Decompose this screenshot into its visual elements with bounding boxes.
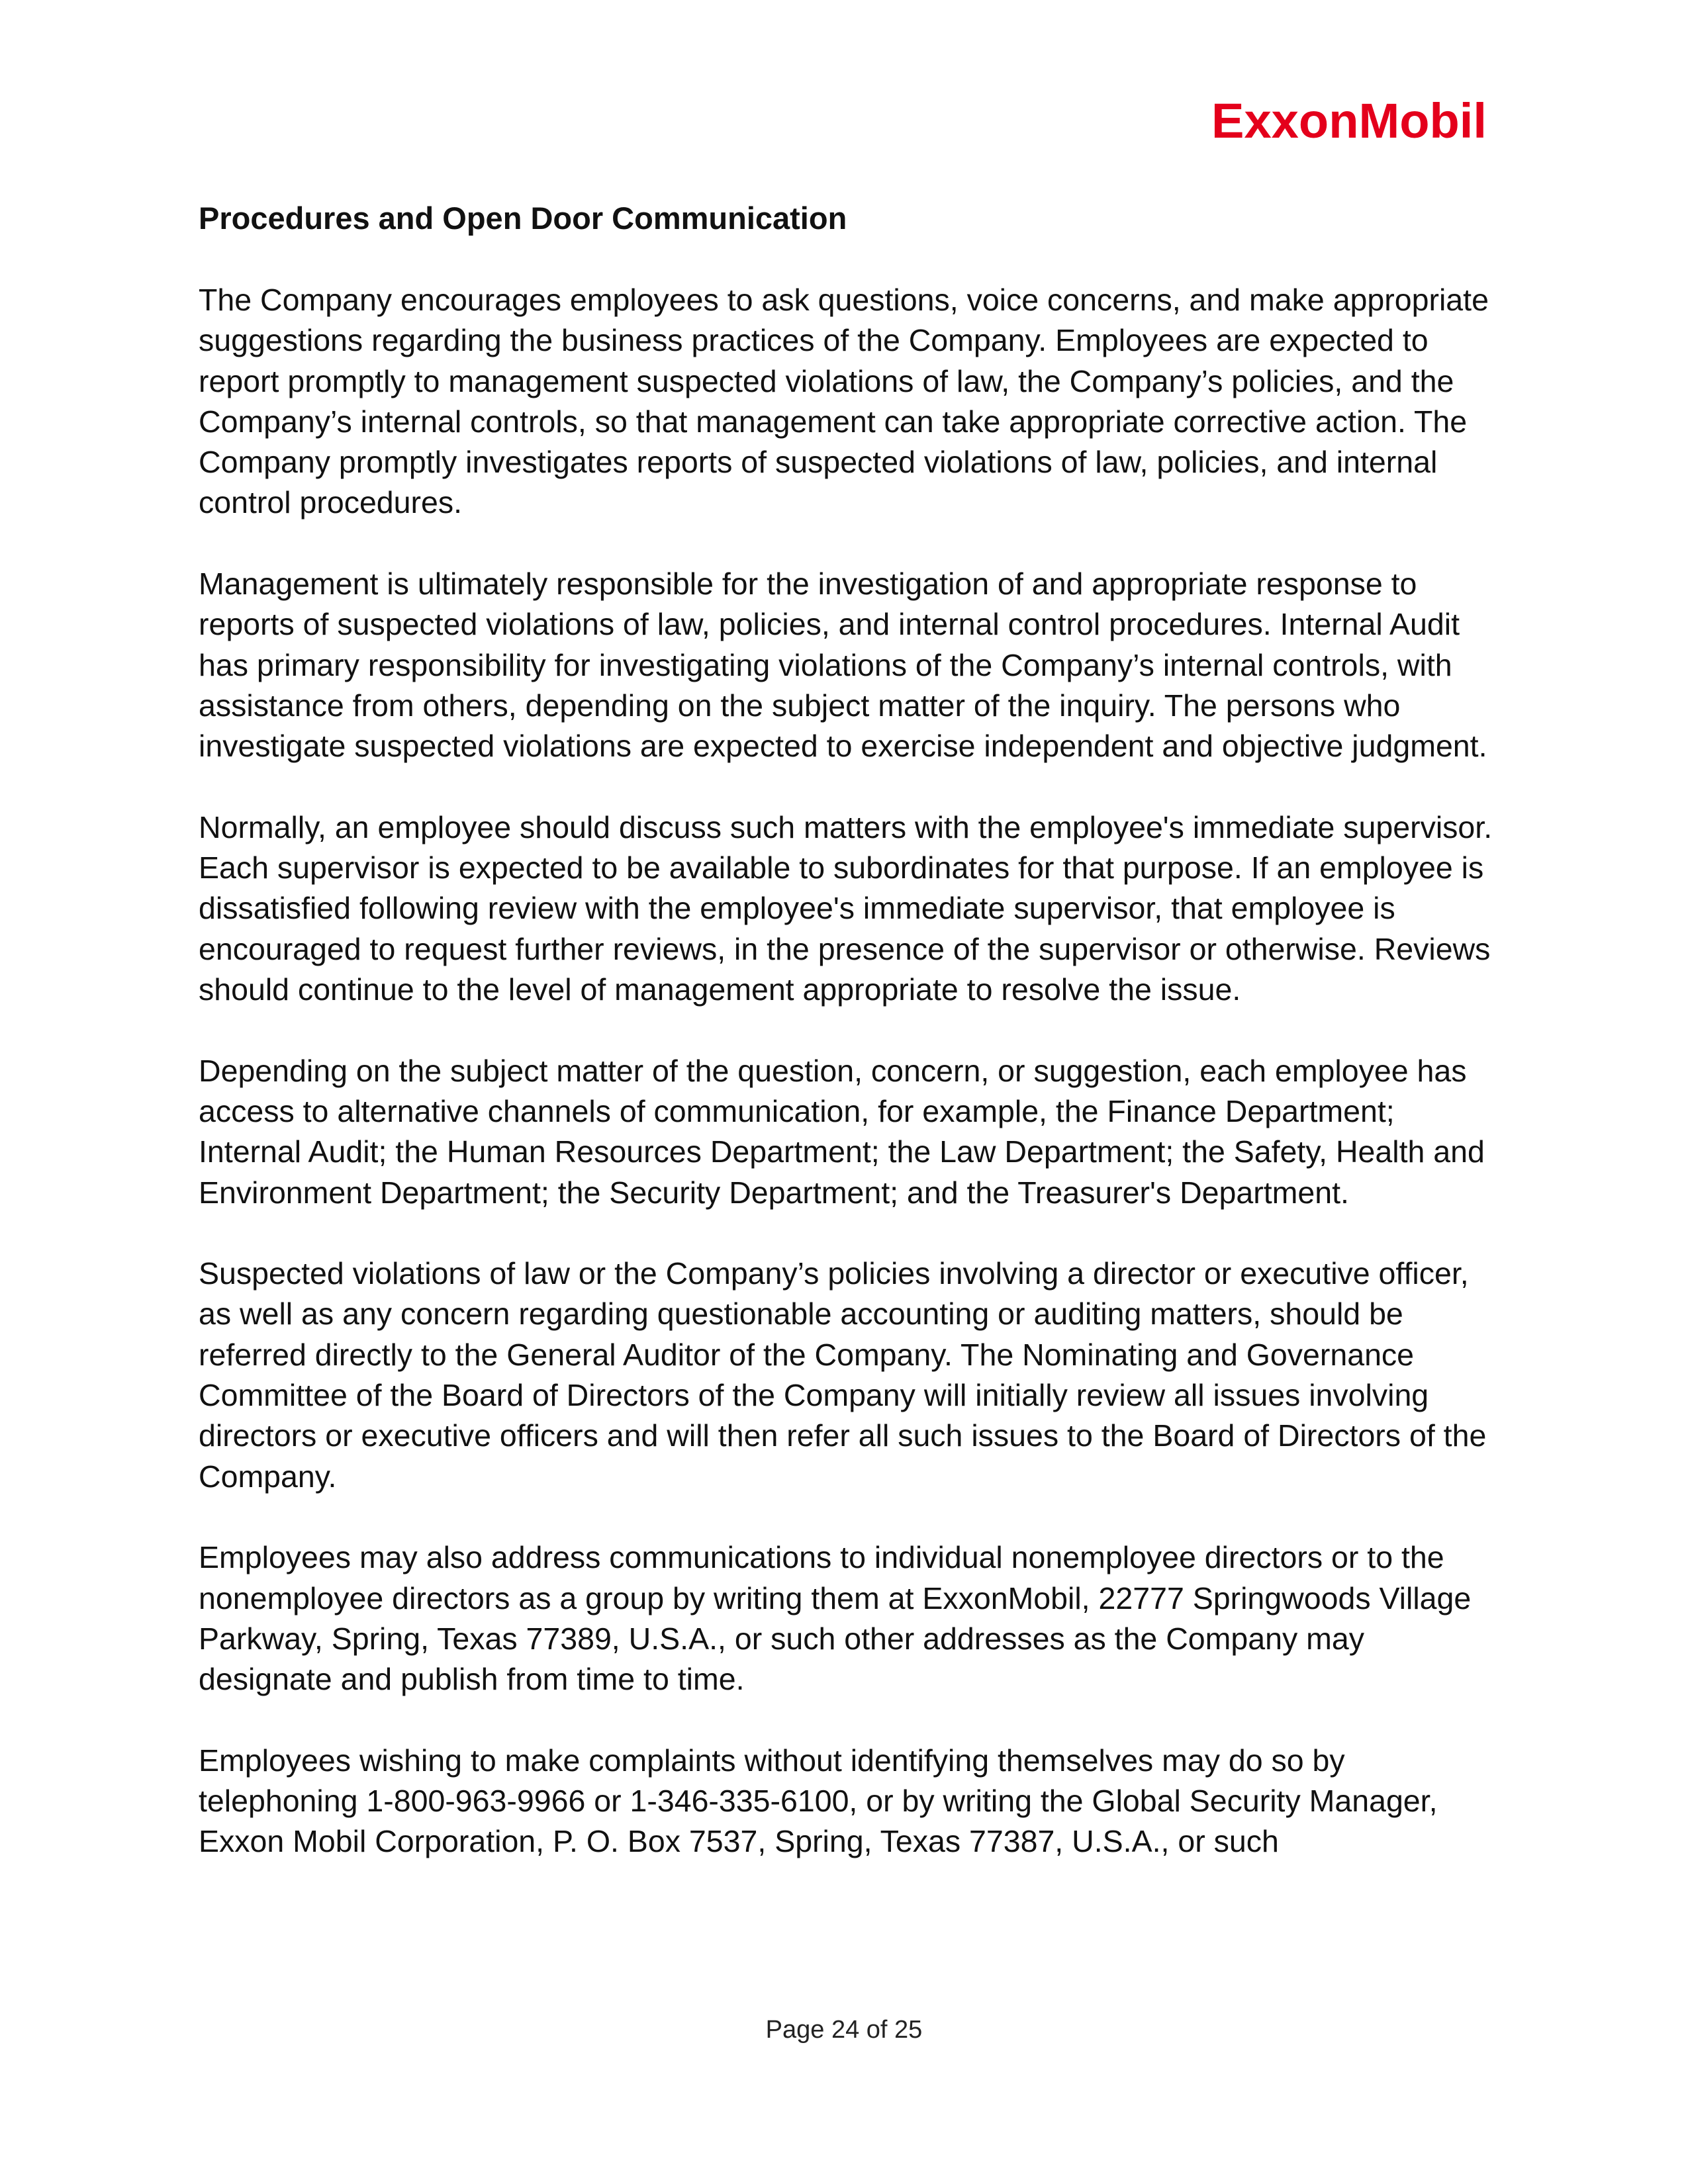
page-number: Page 24 of 25 (765, 2016, 923, 2044)
paragraph: Depending on the subject matter of the question, concern, or suggestion, each employee has access to alternative channels of communication, for example, the Finance Department; Internal Audit; the Human Resources Department; the Law Department; the Safety, Health and Environment Department; the Security Department; and the Treasurer's Department. (199, 1053, 1485, 1210)
svg-text:ExxonMobil: ExxonMobil (1211, 93, 1487, 148)
paragraph: Employees may also address communications to individual nonemployee directors or to the nonemployee directors as a group by writing them at ExxonMobil, 22777 Springwoods Village Parkway, Spring, Texas 77389, U.S.A., or such other addresses as the Company may designate and publish from time to time. (199, 1540, 1472, 1697)
document-body (199, 197, 1496, 1903)
paragraph: Normally, an employee should discuss such matters with the employee's immediate supervisor. Each supervisor is expected to be available to subordinates for that purpose. If an employee is dissatisfied following review with the employee's immediate supervisor, that employee is encouraged to request further reviews, in the presence of the supervisor or otherwise. Reviews should continue to the level of management appropriate to resolve the issue. (199, 809, 1493, 1007)
paragraph: Suspected violations of law or the Company’s policies involving a director or executive officer, as well as any concern regarding questionable accounting or auditing matters, should be referred directly to the General Auditor of the Company. The Nominating and Governance Committee of the Board of Directors of the Company will initially review all issues involving directors or executive officers and will then refer all such issues to the Board of Directors of the Company. (199, 1256, 1487, 1494)
paragraph: Management is ultimately responsible for the investigation of and appropriate response to reports of suspected violations of law, policies, and internal control procedures. Internal Audit has primary responsibility for investigating violations of the Company’s internal controls, with assistance from others, depending on the subject matter of the inquiry. The persons who investigate suspected violations are expected to exercise independent and objective judgment. (199, 567, 1487, 764)
paragraph: The Company encourages employees to ask questions, voice concerns, and make appropriate suggestions regarding the business practices of the Company. Employees are expected to report promptly to management suspected violations of law, the Company’s policies, and the Company’s internal controls, so that management can take appropriate corrective action. The Company promptly investigates reports of suspected violations of law, policies, and internal control procedures. (199, 283, 1489, 520)
exxonmobil-logo-graphic (1211, 93, 1489, 152)
paragraph: Employees wishing to make complaints without identifying themselves may do so by telephoning 1-800-963-9966 or 1-346-335-6100, or by writing the Global Security Manager, Exxon Mobil Corporation, P. O. Box 7537, Spring, Texas 77387, U.S.A., or such (199, 1743, 1438, 1859)
exxonmobil-logo (1211, 93, 1489, 152)
section-heading: Procedures and Open Door Communication (199, 201, 847, 236)
